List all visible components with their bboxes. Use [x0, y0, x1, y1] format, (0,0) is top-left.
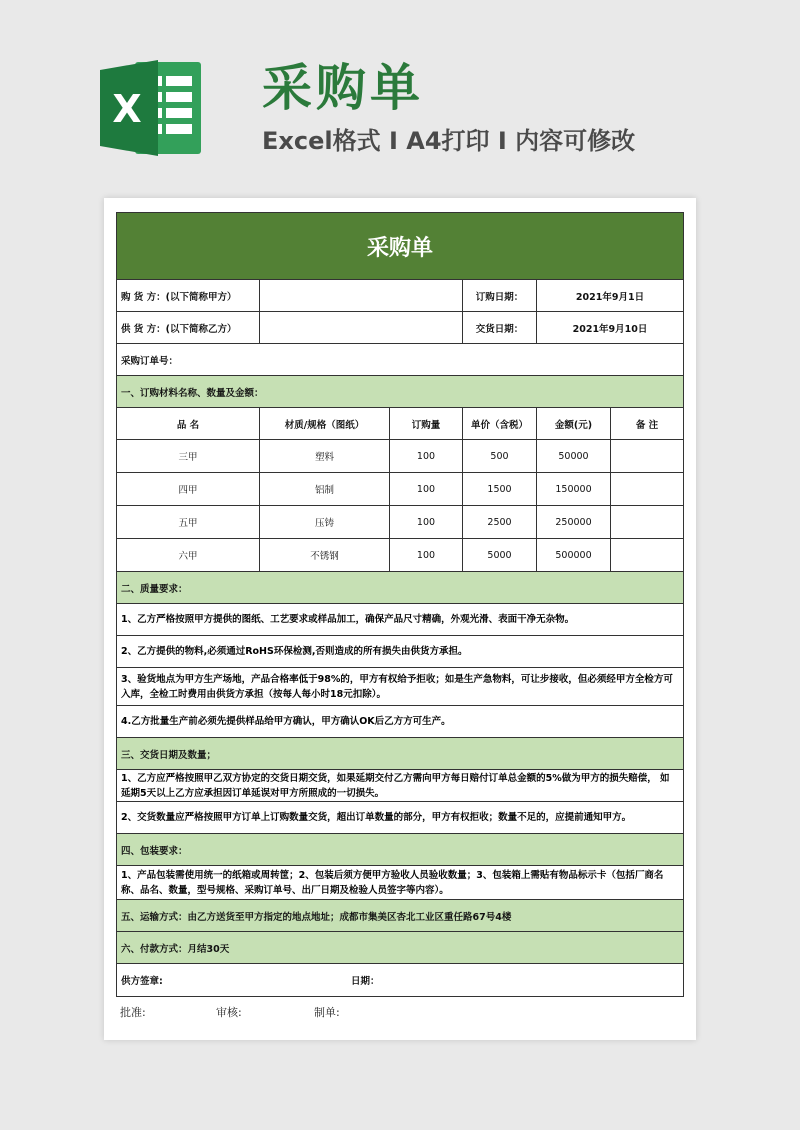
- section-transport-title: 五、运输方式：由乙方送货至甲方指定的地点地址；成都市集美区杏北工业区重任路67号4楼: [121, 911, 512, 923]
- delivery-text-1: 1、乙方应严格按照甲乙双方协定的交货日期交货，如果延期交付乙方需向甲方每日赔付订单总金额的5%做为甲方的损失赔偿， 如延期5天以上乙方应承担因订单延误对甲方所照成的一切损失。: [121, 772, 670, 799]
- delivery-date-value[interactable]: 2021年9月10日: [572, 323, 648, 335]
- buyer-label: 购 货 方：(以下简称甲方）: [117, 280, 260, 311]
- col-material: 材质/规格（图纸）: [260, 408, 390, 439]
- sign-date-label: 日期：: [351, 976, 380, 987]
- quality-item: [117, 604, 683, 636]
- quality-item: [117, 636, 683, 668]
- section-packaging-title: 四、包装要求：: [121, 845, 188, 857]
- quality-text-3: 3、验货地点为甲方生产场地，产品合格率低于98%的，甲方有权给予拒收；如是生产急物料，可让步接收，但必须经甲方全检方可入库，全检工时费用由供货方承担（按每人每小时18元扣除）。: [121, 673, 673, 700]
- section-materials: [117, 376, 683, 408]
- section-transport: [117, 900, 683, 932]
- item-material[interactable]: 铝制: [260, 473, 390, 505]
- delivery-date-label: 交货日期：: [463, 312, 537, 343]
- item-qty[interactable]: 100: [390, 539, 463, 571]
- quality-text-2: 2、乙方提供的物料,必须通过RoHS环保检测,否则造成的所有损失由供货方承担。: [121, 646, 468, 657]
- quality-text-1: 1、乙方严格按照甲方提供的图纸、工艺要求或样品加工，确保产品尺寸精确，外观光滑、表面干净无杂物。: [121, 614, 575, 625]
- item-note[interactable]: [611, 473, 683, 505]
- signature-row: [117, 964, 683, 996]
- item-qty[interactable]: 100: [390, 473, 463, 505]
- item-price[interactable]: 2500: [463, 506, 537, 538]
- packaging-item: [117, 866, 683, 900]
- order-date-value[interactable]: 2021年9月1日: [575, 291, 645, 303]
- delivery-item: [117, 770, 683, 802]
- page-title: 采购单: [262, 59, 424, 117]
- item-qty[interactable]: 100: [390, 506, 463, 538]
- section-delivery-title: 三、交货日期及数量；: [121, 749, 217, 761]
- item-amount[interactable]: 500000: [537, 539, 611, 571]
- po-number-row: [117, 344, 683, 376]
- order-date-label: 订购日期：: [463, 280, 537, 311]
- section-packaging: [117, 834, 683, 866]
- quality-item: [117, 668, 683, 706]
- supplier-sign-label: 供方签章:: [121, 976, 163, 987]
- section-payment: [117, 932, 683, 964]
- item-amount[interactable]: 150000: [537, 473, 611, 505]
- item-name[interactable]: 三甲: [117, 440, 260, 472]
- item-note[interactable]: [611, 539, 683, 571]
- item-note[interactable]: [611, 506, 683, 538]
- buyer-value[interactable]: [260, 280, 463, 311]
- excel-logo-icon: [100, 58, 205, 158]
- supplier-row: [117, 312, 683, 344]
- section-quality: [117, 572, 683, 604]
- sheet-banner: 采购单: [117, 213, 683, 280]
- col-name: 品 名: [117, 408, 260, 439]
- delivery-item: [117, 802, 683, 834]
- svg-text:X: X: [112, 87, 142, 131]
- supplier-label: 供 货 方：(以下简称乙方）: [117, 312, 260, 343]
- col-note: 备 注: [635, 419, 659, 431]
- section-quality-title: 二、质量要求：: [121, 583, 188, 595]
- item-amount[interactable]: 50000: [537, 440, 611, 472]
- item-material[interactable]: 塑料: [260, 440, 390, 472]
- table-row: [117, 539, 683, 572]
- table-row: [117, 506, 683, 539]
- item-price[interactable]: 500: [463, 440, 537, 472]
- item-qty[interactable]: 100: [390, 440, 463, 472]
- po-number-label: 采购订单号：: [121, 355, 179, 367]
- section-payment-title: 六、付款方式：月结30天: [121, 943, 230, 955]
- table-row: [117, 473, 683, 506]
- make-label: 制单:: [314, 1006, 340, 1019]
- item-name[interactable]: 五甲: [117, 506, 260, 538]
- item-price[interactable]: 1500: [463, 473, 537, 505]
- section-materials-title: 一、订购材料名称、数量及金额：: [121, 387, 264, 399]
- approve-label: 批准:: [120, 1006, 146, 1019]
- item-name[interactable]: 六甲: [117, 539, 260, 571]
- item-price[interactable]: 5000: [463, 539, 537, 571]
- col-qty: 订购量: [390, 408, 463, 439]
- section-delivery: [117, 738, 683, 770]
- delivery-text-2: 2、交货数量应严格按照甲方订单上订购数量交货，超出订单数量的部分，甲方有权拒收；数量不足的，应提前通知甲方。: [121, 812, 632, 823]
- item-note[interactable]: [611, 440, 683, 472]
- packaging-text-1: 1、产品包装需使用统一的纸箱或周转筐；2、包装后须方便甲方验收人员验收数量；3、包装箱上需贴有物品标示卡（包括厂商名称、品名、数量，型号规格、采购订单号、出厂日期及检验人员签字等内容）。: [121, 869, 664, 896]
- item-amount[interactable]: 250000: [537, 506, 611, 538]
- review-label: 审核:: [216, 1006, 242, 1019]
- item-material[interactable]: 不锈钢: [260, 539, 390, 571]
- col-price: 单价（含税）: [463, 408, 537, 439]
- quality-text-4: 4.乙方批量生产前必须先提供样品给甲方确认，甲方确认OK后乙方方可生产。: [121, 716, 451, 727]
- table-row: [117, 440, 683, 473]
- document-page: [104, 198, 696, 1040]
- header: [0, 0, 800, 200]
- item-material[interactable]: 压铸: [260, 506, 390, 538]
- col-amount: 金额(元): [537, 408, 611, 439]
- page-subtitle: Excel格式 I A4打印 I 内容可修改: [262, 127, 636, 155]
- item-name[interactable]: 四甲: [117, 473, 260, 505]
- buyer-row: [117, 280, 683, 312]
- table-header-row: [117, 408, 683, 440]
- quality-item: [117, 706, 683, 738]
- purchase-order-sheet: [116, 212, 684, 997]
- supplier-value[interactable]: [260, 312, 463, 343]
